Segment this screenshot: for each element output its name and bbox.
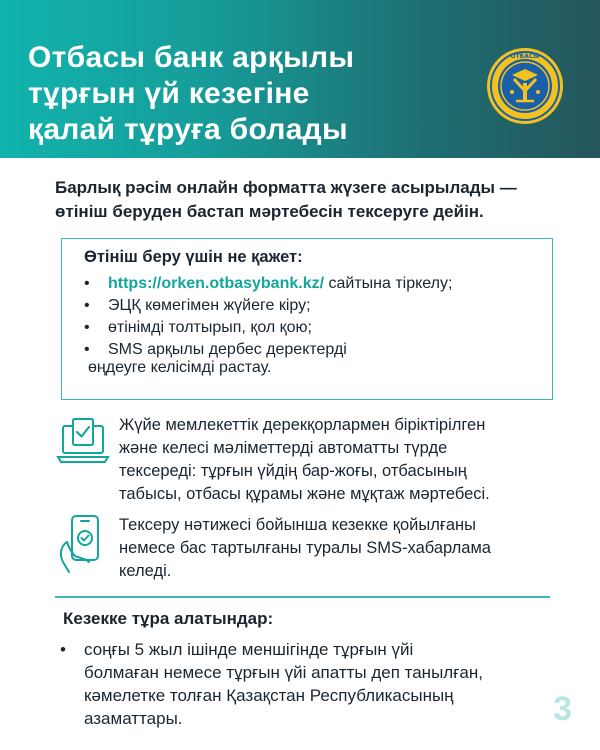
otbasy-bank-emblem-icon [486, 47, 564, 125]
feature-text [119, 514, 491, 583]
registration-link[interactable]: https://orken.otbasybank.kz/ [108, 275, 325, 292]
eligibility-line: кәмелетке толған Қазақстан Республикасының [84, 686, 454, 705]
requirements-list [80, 273, 550, 361]
intro-text [55, 176, 575, 224]
list-item [80, 295, 550, 317]
feature-line: келеді. [119, 562, 172, 580]
list-item-text: ЭЦҚ көмегімен жүйеге кіру; [108, 297, 311, 314]
feature-line: Тексеру нәтижесі бойынша кезекке қойылғаны [119, 516, 476, 534]
eligibility-list [58, 638, 558, 730]
requirements-box [61, 238, 553, 400]
list-item [58, 638, 558, 730]
list-item-text: сайтына тіркелу; [324, 275, 453, 292]
feature-line: және келесі мәліметтерді автоматты түрде [119, 439, 448, 457]
eligibility-line: болмаған немесе тұрғын үйі апатты деп танылған, [84, 663, 483, 682]
page-title [28, 40, 468, 148]
bullet-icon: • [84, 341, 90, 358]
title-line-2: тұрғын үй кезегіне [28, 77, 310, 110]
bullet-icon: • [60, 640, 66, 659]
feature-line: немесе бас тартылғаны туралы SMS-хабарлама [119, 539, 491, 557]
list-item-continuation: өңдеуге келісімді растау. [88, 359, 272, 376]
feature-text [119, 414, 490, 506]
bullet-icon: • [84, 319, 90, 336]
phone-in-hand-checkmark-icon [55, 514, 113, 578]
feature-line: табысы, отбасы құрамы және мұқтаж мәртебесі. [119, 485, 490, 503]
list-item-text: SMS арқылы дербес деректерді [108, 341, 347, 358]
list-item [80, 273, 550, 295]
feature-line: тексереді: тұрғын үйдің бар-жоғы, отбасының [119, 462, 467, 480]
header-banner [0, 0, 600, 158]
eligibility-line: соңғы 5 жыл ішінде меншігінде тұрғын үйі [84, 640, 414, 659]
bullet-icon: • [84, 297, 90, 314]
eligibility-title: Кезекке тұра алатындар: [63, 609, 274, 628]
list-item-text [84, 638, 558, 730]
section-divider [55, 596, 550, 598]
intro-line-1: Барлық рәсім онлайн форматта жүзеге асырылады — [55, 178, 517, 197]
intro-line-2: өтініш беруден бастап мәртебесін тексеруге дейін. [55, 202, 484, 221]
laptop-checkmark-icon [55, 414, 113, 478]
title-line-1: Отбасы банк арқылы [28, 41, 355, 74]
feature-line: Жүйе мемлекеттік дерекқорлармен біріктірілген [119, 416, 486, 434]
title-line-3: қалай тұруға болады [28, 113, 348, 146]
page-number: 3 [553, 690, 572, 728]
bullet-icon: • [84, 275, 90, 292]
list-item-text: өтінімді толтырып, қол қою; [108, 319, 312, 336]
list-item [80, 317, 550, 339]
logo-text: ОТБАСЫ [510, 53, 540, 60]
eligibility-line: азаматтары. [84, 709, 183, 728]
requirements-title: Өтініш беру үшін не қажет: [84, 248, 303, 266]
